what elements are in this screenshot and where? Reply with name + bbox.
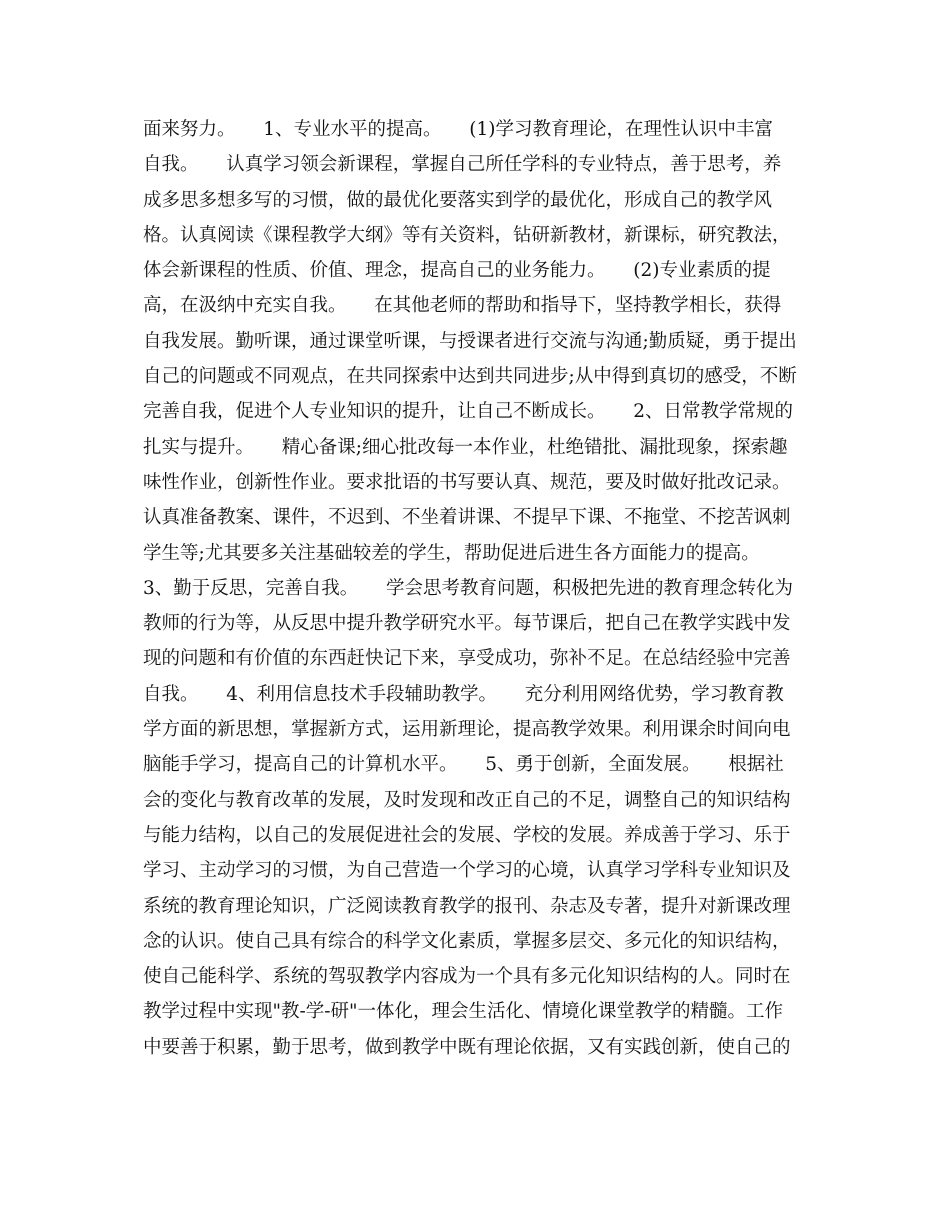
text-line: 教师的行为等，从反思中提升教学研究水平。每节课后，把自己在教学实践中发 xyxy=(143,613,791,635)
text-line: 念的认识。使自己具有综合的科学文化素质，掌握多层交、多元化的知识结构， xyxy=(143,930,791,952)
text-line: 自我。 4、利用信息技术手段辅助教学。 充分利用网络优势，学习教育教 xyxy=(143,683,784,705)
text-line: 高，在汲纳中充实自我。 在其他老师的帮助和指导下，坚持教学相长，获得 xyxy=(143,295,782,317)
text-line: 现的问题和有价值的东西赶快记下来，享受成功，弥补不足。在总结经验中完善 xyxy=(143,648,791,670)
text-line: 认真准备教案、课件，不迟到、不坐着讲课、不提早下课、不拖堂、不挖苦讽刺 xyxy=(143,507,791,529)
text-line: 系统的教育理论知识，广泛阅读教育教学的报刊、杂志及专著，提升对新课改理 xyxy=(143,895,791,917)
text-line: 教学过程中实现"教-学-研"一体化，理会生活化、情境化课堂教学的精髓。工作 xyxy=(143,1001,784,1023)
text-line: 自己的问题或不同观点，在共同探索中达到共同进步;从中得到真切的感受，不断 xyxy=(143,366,797,388)
document-body xyxy=(143,112,823,1065)
text-line: 成多思多想多写的习惯，做的最优化要落实到学的最优化，形成自己的教学风 xyxy=(143,189,773,211)
text-line: 学方面的新思想，掌握新方式，运用新理论，提高教学效果。利用课余时间向电 xyxy=(143,719,791,741)
text-line: 格。认真阅读《课程教学大纲》等有关资料，钻研新教材，新课标，研究教法， xyxy=(143,224,791,246)
text-line: 学习、主动学习的习惯，为自己营造一个学习的心境，认真学习学科专业知识及 xyxy=(143,860,791,882)
text-line: 味性作业，创新性作业。要求批语的书写要认真、规范，要及时做好批改记录。 xyxy=(143,471,791,493)
text-line: 3、勤于反思，完善自我。 学会思考教育问题，积极把先进的教育理念转化为 xyxy=(143,577,794,599)
text-line: 会的变化与教育改革的发展，及时发现和改正自己的不足，调整自己的知识结构 xyxy=(143,789,791,811)
text-line: 面来努力。 1、专业水平的提高。 (1)学习教育理论，在理性认识中丰富 xyxy=(143,119,773,140)
text-line: 脑能手学习，提高自己的计算机水平。 5、勇于创新，全面发展。 根据社 xyxy=(143,754,784,776)
text-line: 完善自我，促进个人专业知识的提升，让自己不断成长。 2、日常教学常规的 xyxy=(143,401,794,423)
text-line: 体会新课程的性质、价值、理念，提高自己的业务能力。 (2)专业素质的提 xyxy=(143,260,771,282)
text-line: 中要善于积累，勤于思考，做到教学中既有理论依据，又有实践创新，使自己的 xyxy=(143,1036,791,1058)
text-line: 学生等;尤其要多关注基础较差的学生，帮助促进后进生各方面能力的提高。 xyxy=(143,542,760,564)
text-line: 使自己能科学、系统的驾驭教学内容成为一个具有多元化知识结构的人。同时在 xyxy=(143,966,791,988)
text-line: 自我。 认真学习领会新课程，掌握自己所任学科的专业特点，善于思考，养 xyxy=(143,154,782,176)
text-line: 扎实与提升。 精心备课;细心批改每一本作业，杜绝错批、漏批现象，探索趣 xyxy=(143,436,788,458)
text-line: 自我发展。勤听课，通过课堂听课，与授课者进行交流与沟通;勤质疑，勇于提出 xyxy=(143,330,797,352)
text-line: 与能力结构，以自己的发展促进社会的发展、学校的发展。养成善于学习、乐于 xyxy=(143,824,791,846)
